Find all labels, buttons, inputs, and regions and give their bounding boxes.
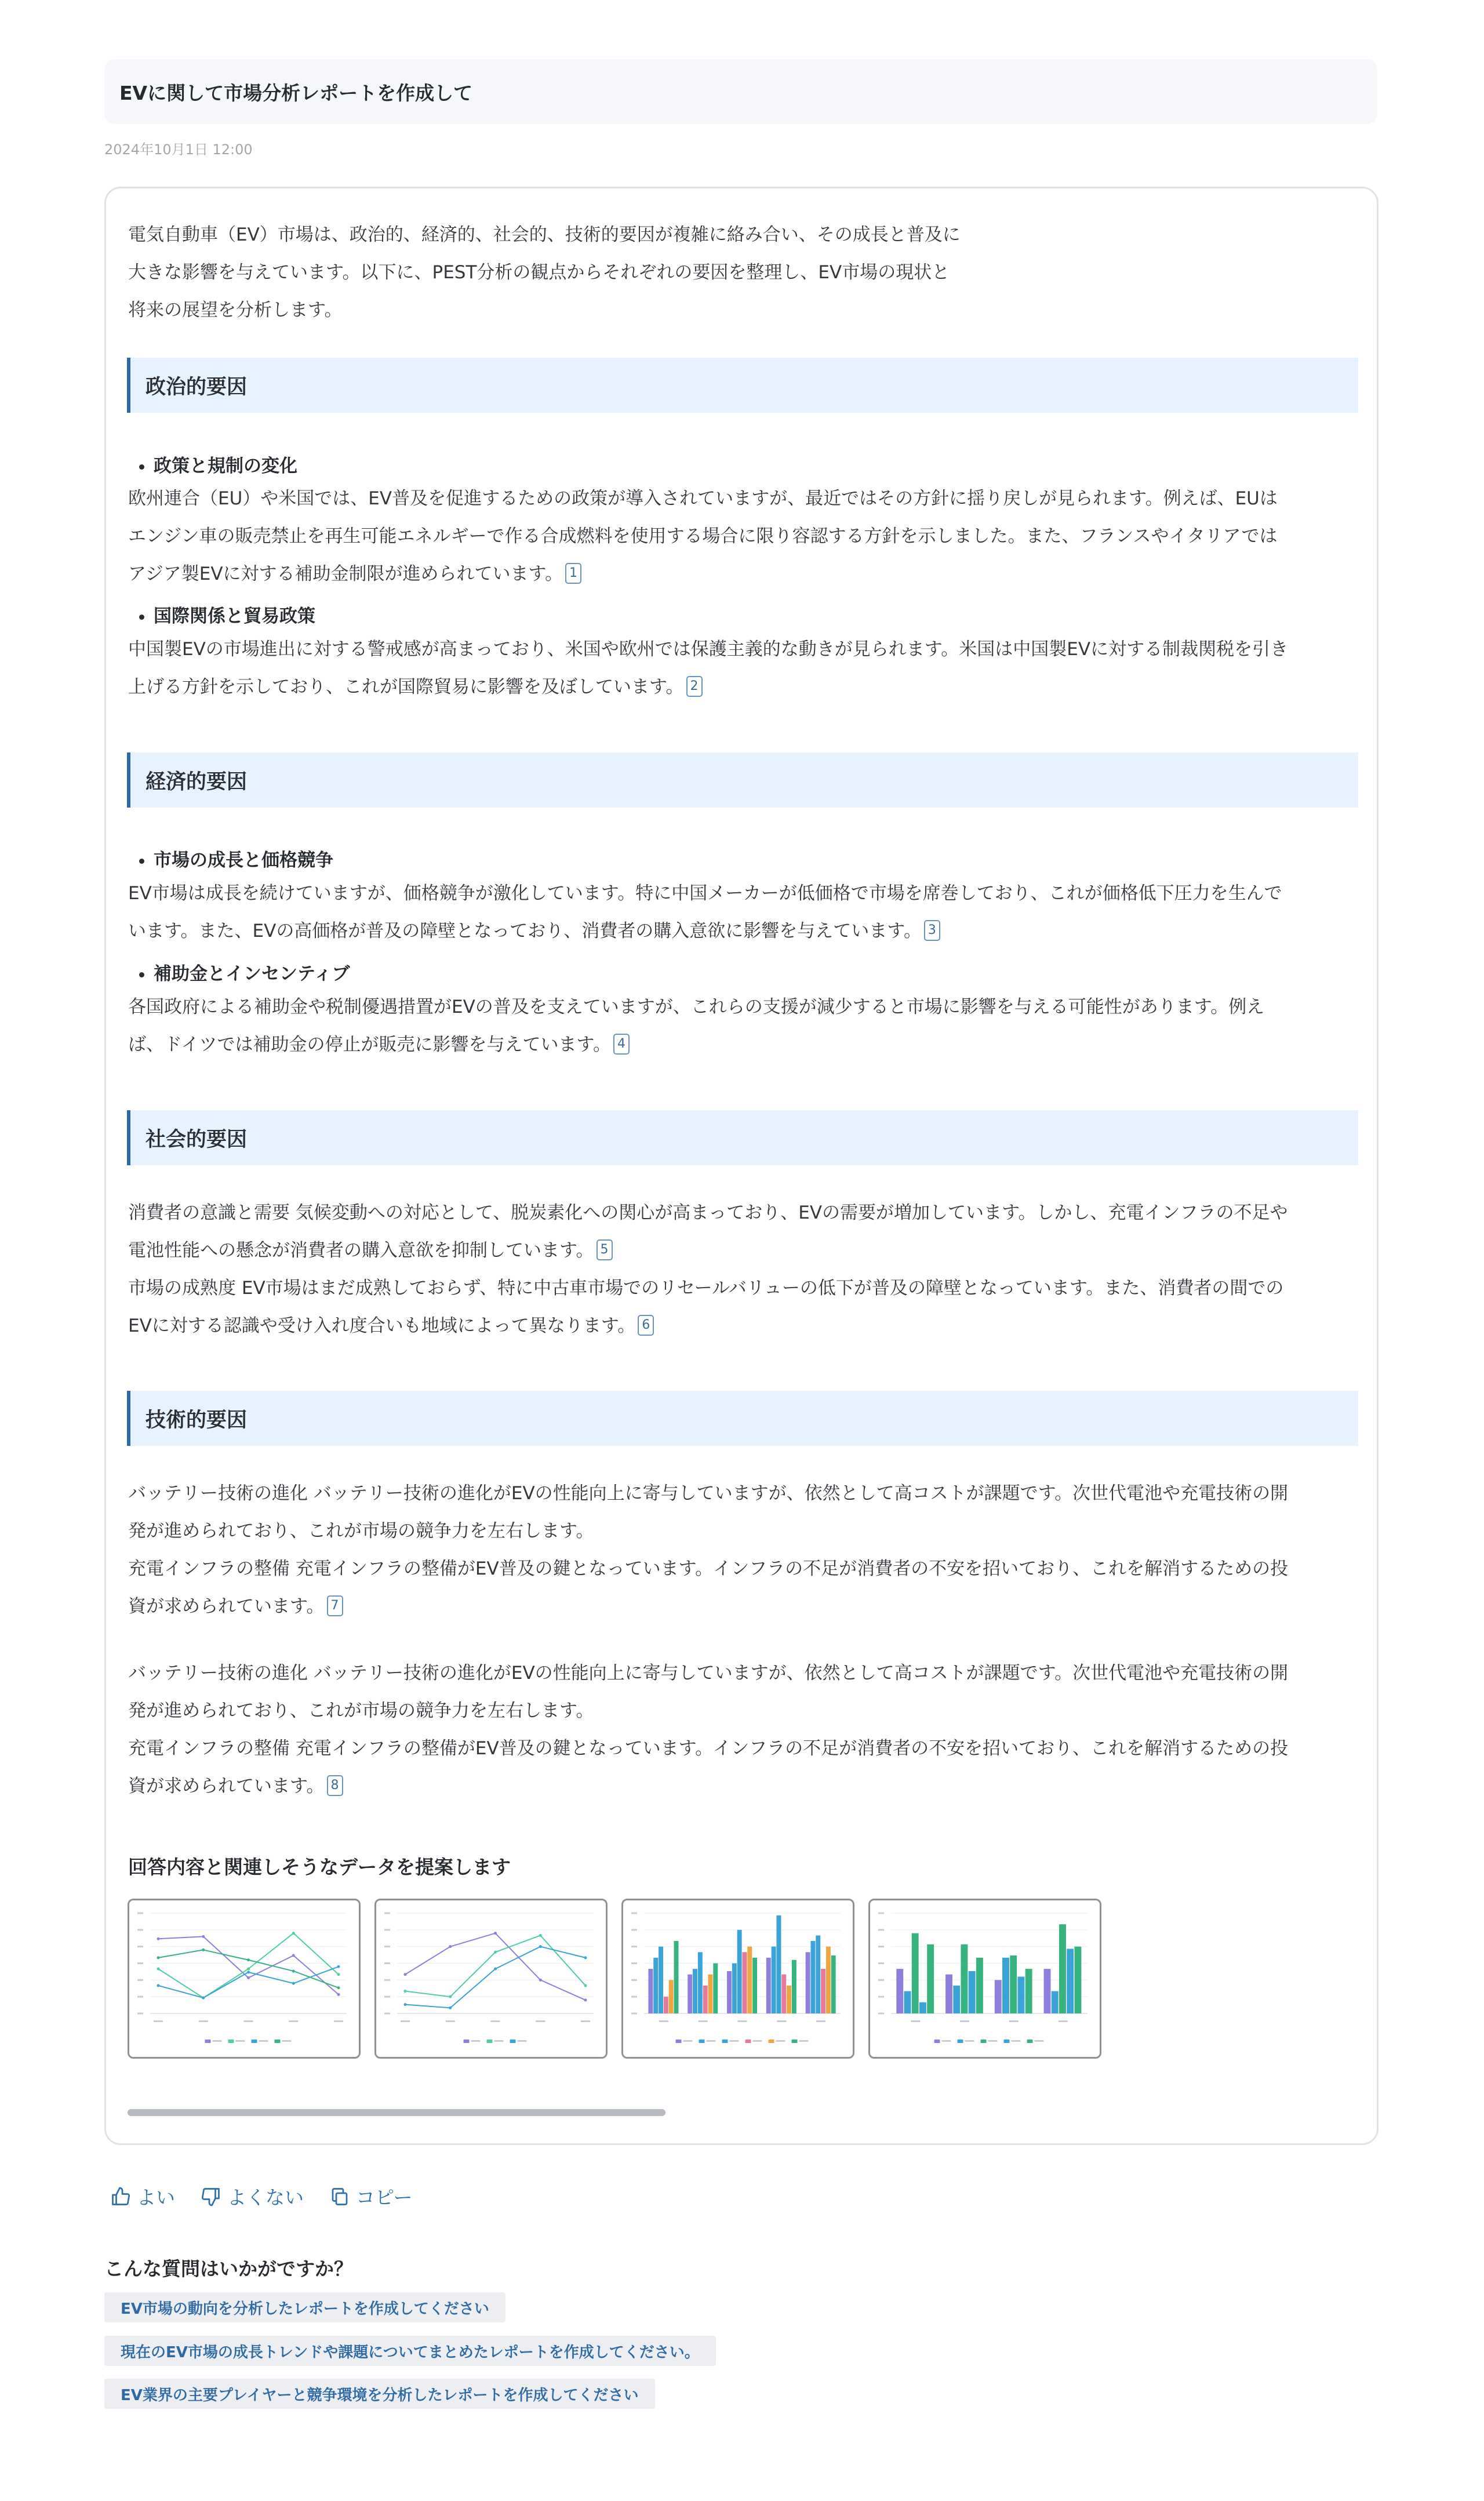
- bar: [912, 1933, 919, 2013]
- text-line: 発が進められており、これが市場の競争力を左右します。: [128, 1700, 594, 1721]
- data-point: [292, 1932, 295, 1935]
- text-line: [128, 1232, 1357, 1270]
- y-tick-mark: [137, 1979, 143, 1981]
- y-tick-mark: [384, 2013, 390, 2015]
- x-tick-mark: [491, 2020, 500, 2022]
- bullet-title: [139, 845, 333, 871]
- data-point: [494, 1968, 497, 1971]
- legend-swatch: [958, 2040, 963, 2043]
- bar: [1017, 1977, 1024, 2013]
- bar: [787, 1986, 791, 2013]
- section-heading-technological: [127, 1391, 1358, 1446]
- bar: [781, 1975, 786, 2013]
- paragraph: [128, 1194, 1357, 1345]
- bar: [969, 1971, 976, 2013]
- bullet-dot: [139, 972, 144, 977]
- bar: [810, 1941, 815, 2013]
- related-question-chip[interactable]: 現在のEV市場の成長トレンドや課題についてまとめたレポートを作成してください。: [104, 2336, 716, 2366]
- text-line: EV市場は成長を続けていますが、価格競争が激化しています。特に中国メーカーが低価格で市場を席巻しており、これが価格低下圧力を生んで: [128, 883, 1282, 904]
- paragraph: [128, 988, 1357, 1064]
- legend-label-mark: [942, 2040, 951, 2042]
- intro-line: 大きな影響を与えています。以下に、PEST分析の観点からそれぞれの要因を整理し、EV市場の現状と: [128, 262, 950, 283]
- bullet-title: [139, 959, 350, 985]
- bullet-title: [139, 451, 297, 477]
- bar: [831, 1955, 836, 2013]
- data-point: [494, 1932, 497, 1935]
- bar: [727, 1971, 732, 2013]
- section-heading-text: 社会的要因: [146, 1128, 248, 1151]
- y-tick-mark: [631, 1979, 637, 1981]
- bar: [806, 1952, 810, 2013]
- data-point: [404, 2003, 407, 2006]
- data-point: [584, 1984, 587, 1987]
- legend-label-mark: [753, 2040, 762, 2042]
- bar: [953, 1986, 960, 2013]
- text-line: [128, 668, 1357, 706]
- bullet-dot: [139, 464, 144, 470]
- data-point: [539, 1979, 542, 1982]
- feedback-actions: [110, 2183, 413, 2210]
- bar: [688, 1975, 692, 2013]
- chart-thumbnail-line-2[interactable]: [374, 1899, 608, 2059]
- paragraph: [128, 1475, 1357, 1626]
- x-tick-mark: [581, 2020, 590, 2022]
- x-tick-mark: [446, 2020, 455, 2022]
- bullet-title-text: 市場の成長と価格競争: [154, 850, 333, 871]
- text-span: EVに対する認識や受け入れ度合いも地域によって異なります。: [128, 1315, 636, 1336]
- data-point: [247, 1971, 250, 1973]
- suggested-data-title: 回答内容と関連しそうなデータを提案します: [128, 1856, 511, 1878]
- text-line: 充電インフラの整備 充電インフラの整備がEV普及の鍵となっています。インフラの不足が消費者の不安を招いており、これを解消するための投: [128, 1558, 1289, 1579]
- legend-swatch: [792, 2040, 798, 2043]
- legend-swatch: [464, 2040, 470, 2043]
- x-tick-mark: [777, 2020, 786, 2022]
- bullet-title-text: 補助金とインセンティブ: [154, 964, 350, 984]
- paragraph: [128, 1655, 1357, 1805]
- bar: [1059, 1924, 1066, 2013]
- y-tick-mark: [384, 1962, 390, 1964]
- y-tick-mark: [631, 1962, 637, 1964]
- text-line: 市場の成熟度 EV市場はまだ成熟しておらず、特に中古車市場でのリセールバリューの低下が普及の障壁となっています。また、消費者の間での: [128, 1278, 1284, 1299]
- y-tick-mark: [631, 1996, 637, 1998]
- y-tick-mark: [137, 2013, 143, 2015]
- data-point: [247, 1976, 250, 1979]
- data-point: [337, 1993, 340, 1996]
- x-tick-mark: [816, 2020, 825, 2022]
- y-tick-mark: [137, 1913, 143, 1914]
- bar: [896, 1969, 903, 2013]
- text-line: バッテリー技術の進化 バッテリー技術の進化がEVの性能向上に寄与していますが、依然として高コストが課題です。次世代電池や充電技術の開: [128, 1483, 1289, 1504]
- bar: [698, 1952, 703, 2013]
- text-line: [128, 1026, 1357, 1064]
- legend-swatch: [722, 2040, 728, 2043]
- bar: [772, 1947, 776, 2013]
- data-point: [337, 1965, 340, 1968]
- bar-chart: [623, 1900, 853, 2057]
- legend-swatch: [981, 2040, 987, 2043]
- legend-label-mark: [965, 2040, 974, 2042]
- legend-label-mark: [259, 2040, 268, 2042]
- x-tick-mark: [244, 2020, 253, 2022]
- bar: [961, 1944, 968, 2013]
- legend-swatch: [510, 2040, 516, 2043]
- text-span: 資が求められています。: [128, 1596, 325, 1617]
- legend-label-mark: [518, 2040, 527, 2042]
- bar: [826, 1947, 831, 2013]
- y-tick-mark: [878, 1913, 884, 1914]
- data-point: [202, 1935, 205, 1938]
- data-point: [449, 2006, 452, 2009]
- citation-badge[interactable]: 1: [565, 563, 581, 584]
- line-chart: [129, 1900, 359, 2057]
- text-line: [128, 1768, 1357, 1805]
- copy-icon: [329, 2186, 350, 2207]
- legend-swatch: [1004, 2040, 1010, 2043]
- legend-label-mark: [730, 2040, 739, 2042]
- paragraph: [128, 631, 1357, 706]
- x-tick-mark: [659, 2020, 668, 2022]
- data-point: [157, 1956, 160, 1959]
- section-heading-text: 技術的要因: [146, 1408, 248, 1432]
- legend-swatch: [487, 2040, 493, 2043]
- chart-thumbnail-bar-1[interactable]: [621, 1899, 854, 2059]
- data-point: [157, 1937, 160, 1940]
- y-tick-mark: [878, 1979, 884, 1981]
- legend-label-mark: [213, 2040, 222, 2042]
- y-tick-mark: [137, 1996, 143, 1998]
- bar: [674, 1941, 679, 2013]
- text-line: 充電インフラの整備 充電インフラの整備がEV普及の鍵となっています。インフラの不足が消費者の不安を招いており、これを解消するための投: [128, 1738, 1289, 1759]
- bar: [945, 1975, 952, 2013]
- bar: [792, 1960, 796, 2013]
- bar: [747, 1947, 752, 2013]
- bullet-title: [139, 601, 315, 627]
- horizontal-scrollbar[interactable]: [128, 2109, 665, 2116]
- y-tick-mark: [137, 1929, 143, 1931]
- text-line: 欧州連合（EU）や米国では、EV普及を促進するための政策が導入されていますが、最近ではその方針に揺り戻しが見られます。例えば、EUは: [128, 488, 1278, 509]
- text-line: [128, 1588, 1357, 1626]
- bar: [1052, 1991, 1059, 2013]
- x-tick-mark: [199, 2020, 208, 2022]
- data-point: [449, 1945, 452, 1948]
- y-tick-mark: [384, 1979, 390, 1981]
- data-point: [202, 1949, 205, 1951]
- citation-badge[interactable]: 7: [327, 1595, 343, 1616]
- text-line: [128, 913, 1357, 950]
- series-line: [158, 1933, 339, 1998]
- data-point: [337, 1973, 340, 1976]
- text-line: [128, 555, 1357, 593]
- bar: [776, 1915, 781, 2013]
- citation-badge[interactable]: 5: [596, 1239, 613, 1260]
- bar: [732, 1964, 737, 2014]
- text-span: アジア製EVに対する補助金制限が進められています。: [128, 564, 563, 584]
- y-tick-mark: [878, 2013, 884, 2015]
- bar: [713, 1964, 718, 2014]
- x-tick-mark: [960, 2020, 969, 2022]
- bar: [821, 1969, 825, 2013]
- legend-swatch: [699, 2040, 705, 2043]
- data-point: [292, 1982, 295, 1985]
- bar: [904, 1991, 911, 2013]
- legend-label-mark: [776, 2040, 785, 2042]
- legend-label-mark: [988, 2040, 998, 2042]
- data-point: [247, 1968, 250, 1971]
- data-point: [292, 1969, 295, 1972]
- user-question-bubble: [104, 59, 1377, 124]
- x-tick-mark: [401, 2020, 410, 2022]
- bar: [766, 1958, 771, 2013]
- data-point: [494, 1951, 497, 1954]
- section-heading-text: 政治的要因: [146, 375, 248, 399]
- bullet-title-text: 国際関係と貿易政策: [154, 606, 315, 627]
- legend-label-mark: [799, 2040, 809, 2042]
- x-tick-mark: [699, 2020, 708, 2022]
- y-tick-mark: [137, 1946, 143, 1947]
- question-timestamp: 2024年10月1日 12:00: [104, 141, 253, 158]
- y-tick-mark: [384, 1946, 390, 1947]
- text-line: バッテリー技術の進化 バッテリー技術の進化がEVの性能向上に寄与していますが、依然として高コストが課題です。次世代電池や充電技術の開: [128, 1663, 1289, 1684]
- text-line: [128, 1307, 1357, 1345]
- data-point: [404, 1990, 407, 1993]
- section-heading-social: [127, 1110, 1358, 1165]
- section-heading-text: 経済的要因: [146, 770, 248, 794]
- paragraph: [128, 875, 1357, 950]
- bar: [743, 1952, 747, 2013]
- x-tick-mark: [154, 2020, 163, 2022]
- data-point: [404, 1973, 407, 1976]
- bar: [927, 1944, 934, 2013]
- section-heading-political: [127, 358, 1358, 413]
- data-point: [157, 1968, 160, 1971]
- bar-chart: [870, 1900, 1100, 2057]
- text-line: 発が進められており、これが市場の競争力を左右します。: [128, 1521, 594, 1542]
- chart-thumbnail-line-1[interactable]: [128, 1899, 361, 2059]
- legend-label-mark: [1012, 2040, 1021, 2042]
- legend-label-mark: [494, 2040, 504, 2042]
- y-tick-mark: [631, 1929, 637, 1931]
- intro-line: 電気自動車（EV）市場は、政治的、経済的、社会的、技術的要因が複雑に絡み合い、その成長と普及に: [128, 224, 961, 245]
- citation-badge[interactable]: 6: [638, 1315, 654, 1336]
- legend-label-mark: [282, 2040, 292, 2042]
- section-heading-economic: [127, 753, 1358, 808]
- legend-swatch: [252, 2040, 257, 2043]
- y-tick-mark: [631, 2013, 637, 2015]
- bar: [1010, 1955, 1017, 2013]
- data-point: [292, 1954, 295, 1957]
- bar: [752, 1958, 757, 2013]
- citation-badge[interactable]: 3: [924, 920, 940, 941]
- bar: [708, 1975, 713, 2013]
- bar: [648, 1969, 653, 2013]
- data-point: [202, 1997, 205, 2000]
- y-tick-mark: [137, 1962, 143, 1964]
- bad-button[interactable]: [201, 2183, 304, 2210]
- answer-intro: [128, 216, 1357, 329]
- bullet-dot: [139, 859, 144, 864]
- y-tick-mark: [878, 1946, 884, 1947]
- data-point: [539, 1945, 542, 1948]
- bar: [1067, 1949, 1074, 2013]
- bullet-dot: [139, 615, 144, 620]
- x-tick-mark: [1009, 2020, 1019, 2022]
- legend-label-mark: [236, 2040, 245, 2042]
- bar: [693, 1969, 697, 2013]
- y-tick-mark: [384, 1913, 390, 1914]
- y-tick-mark: [384, 1996, 390, 1998]
- data-point: [157, 1984, 160, 1987]
- line-chart: [376, 1900, 606, 2057]
- intro-line: 将来の展望を分析します。: [128, 300, 343, 321]
- legend-swatch: [1027, 2040, 1033, 2043]
- data-point: [337, 1986, 340, 1989]
- bar: [653, 1958, 658, 2013]
- bar: [703, 1986, 708, 2013]
- x-tick-mark: [911, 2020, 920, 2022]
- bar: [816, 1935, 820, 2013]
- x-tick-mark: [334, 2020, 343, 2022]
- text-span: 上げる方針を示しており、これが国際貿易に影響を及ぼしています。: [128, 677, 684, 697]
- legend-swatch: [745, 2040, 751, 2043]
- y-tick-mark: [631, 1913, 637, 1914]
- y-tick-mark: [384, 1929, 390, 1931]
- text-span: ば、ドイツでは補助金の停止が販売に影響を与えています。: [128, 1034, 611, 1055]
- legend-label-mark: [471, 2040, 481, 2042]
- legend-swatch: [769, 2040, 774, 2043]
- text-line: 消費者の意識と需要 気候変動への対応として、脱炭素化への関心が高まっており、EVの需要が増加しています。しかし、充電インフラの不足や: [128, 1202, 1288, 1223]
- data-point: [584, 1956, 587, 1959]
- text-line: 各国政府による補助金や税制優遇措置がEVの普及を支えていますが、これらの支援が減少すると市場に影響を与える可能性があります。例え: [128, 997, 1265, 1017]
- legend-swatch: [275, 2040, 281, 2043]
- legend-label-mark: [1035, 2040, 1044, 2042]
- series-line: [405, 1933, 585, 2000]
- text-line: 中国製EVの市場進出に対する警戒感が高まっており、米国や欧州では保護主義的な動きが見られます。米国は中国製EVに対する制裁関税を引き: [128, 639, 1289, 660]
- y-tick-mark: [878, 1996, 884, 1998]
- bar: [737, 1930, 742, 2013]
- bar: [1044, 1969, 1051, 2013]
- text-span: います。また、EVの高価格が普及の障壁となっており、消費者の購入意欲に影響を与えています。: [128, 921, 922, 941]
- thumbs-up-icon: [110, 2186, 131, 2207]
- text-line: エンジン車の販売禁止を再生可能エネルギーで作る合成燃料を使用する場合に限り容認する方針を示しました。また、フランスやイタリアでは: [128, 526, 1278, 547]
- bar: [659, 1947, 663, 2013]
- legend-label-mark: [707, 2040, 716, 2042]
- legend-swatch: [934, 2040, 940, 2043]
- bar: [669, 1980, 674, 2013]
- x-tick-mark: [289, 2020, 298, 2022]
- citation-badge[interactable]: 8: [327, 1775, 343, 1796]
- good-label: よい: [137, 2186, 175, 2209]
- related-questions-title: こんな質問はいかがですか？: [104, 2258, 353, 2280]
- bad-label: よくない: [227, 2186, 304, 2209]
- y-tick-mark: [878, 1962, 884, 1964]
- legend-label-mark: [683, 2040, 693, 2042]
- x-tick-mark: [738, 2020, 747, 2022]
- bullet-title-text: 政策と規制の変化: [154, 456, 297, 477]
- citation-badge[interactable]: 4: [613, 1034, 630, 1055]
- good-button[interactable]: [110, 2183, 175, 2210]
- bar: [1074, 1947, 1081, 2013]
- data-point: [449, 1995, 452, 1998]
- related-question-chip[interactable]: EV市場の動向を分析したレポートを作成してください: [104, 2292, 505, 2322]
- y-tick-mark: [631, 1946, 637, 1947]
- text-span: 資が求められています。: [128, 1776, 325, 1797]
- bar: [1002, 1958, 1009, 2013]
- x-tick-mark: [1059, 2020, 1068, 2022]
- text-span: 電池性能への懸念が消費者の購入意欲を抑制しています。: [128, 1240, 594, 1261]
- bar: [1025, 1969, 1032, 2013]
- y-tick-mark: [878, 1929, 884, 1931]
- copy-button[interactable]: [329, 2183, 413, 2210]
- data-point: [539, 1934, 542, 1937]
- bar: [919, 2002, 926, 2013]
- citation-badge[interactable]: 2: [686, 676, 703, 697]
- data-point: [584, 1998, 587, 2001]
- data-point: [247, 1958, 250, 1961]
- user-question-text: EVに関して市場分析レポートを作成して: [119, 81, 473, 104]
- paragraph: [128, 480, 1357, 593]
- x-tick-mark: [536, 2020, 545, 2022]
- thumbs-down-icon: [201, 2186, 221, 2207]
- related-question-chip[interactable]: EV業界の主要プレイヤーと競争環境を分析したレポートを作成してください: [104, 2379, 655, 2409]
- bar: [995, 1980, 1002, 2013]
- legend-swatch: [205, 2040, 211, 2043]
- legend-swatch: [228, 2040, 234, 2043]
- legend-swatch: [676, 2040, 682, 2043]
- copy-label: コピー: [356, 2186, 413, 2209]
- chart-thumbnail-bar-2[interactable]: [868, 1899, 1101, 2059]
- bar: [976, 1958, 983, 2013]
- bar: [664, 1997, 668, 2013]
